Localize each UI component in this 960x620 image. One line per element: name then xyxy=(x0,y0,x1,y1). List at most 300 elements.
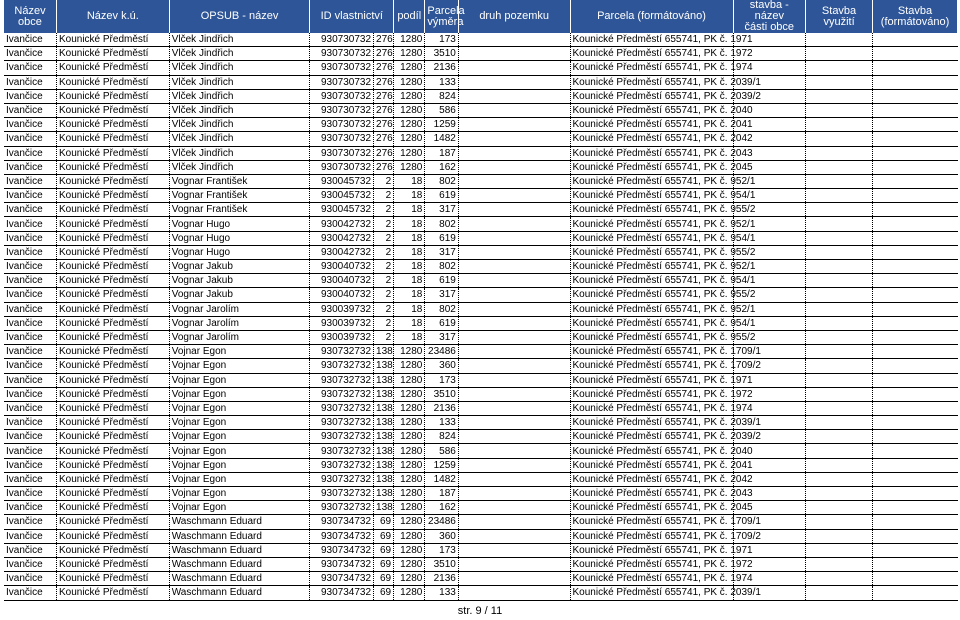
cell-parcela: Kounické Předměstí 655741, PK č. 2039/1 xyxy=(570,586,733,600)
cell-podil-cast: 138 xyxy=(374,416,394,430)
cell-ku: Kounické Předměstí xyxy=(56,487,169,501)
cell-obec: Ivančice xyxy=(4,274,56,288)
cell-obec: Ivančice xyxy=(4,430,56,444)
header-row xyxy=(4,0,958,33)
cell-podil-cast: 138 xyxy=(374,359,394,373)
cell-ku: Kounické Předměstí xyxy=(56,458,169,472)
cell-podil-cast: 2 xyxy=(374,288,394,302)
cell-obec: Ivančice xyxy=(4,103,56,117)
cell-druh xyxy=(458,572,570,586)
cell-opsub: Vlček Jindřich xyxy=(169,132,310,146)
cell-parcela: Kounické Předměstí 655741, PK č. 1709/1 xyxy=(570,515,733,529)
cell-podil: 1280 xyxy=(394,430,425,444)
cell-opsub: Vlček Jindřich xyxy=(169,61,310,75)
data-table xyxy=(4,0,958,601)
cell-id-vlastnictvi: 930039732 xyxy=(310,316,374,330)
cell-vymera: 802 xyxy=(425,174,458,188)
cell-vymera: 133 xyxy=(425,586,458,600)
cell-stavba-vyuziti xyxy=(806,487,873,501)
cell-podil: 1280 xyxy=(394,75,425,89)
cell-stavba-format xyxy=(873,75,958,89)
cell-opsub: Waschmann Eduard xyxy=(169,586,310,600)
cell-stavba-format xyxy=(873,487,958,501)
cell-druh xyxy=(458,501,570,515)
cell-druh xyxy=(458,103,570,117)
cell-id-vlastnictvi: 930732732 xyxy=(310,416,374,430)
cell-id-vlastnictvi: 930732732 xyxy=(310,359,374,373)
cell-parcela: Kounické Předměstí 655741, PK č. 1974 xyxy=(570,401,733,415)
cell-podil-cast: 69 xyxy=(374,529,394,543)
cell-vymera: 173 xyxy=(425,373,458,387)
cell-podil: 18 xyxy=(394,203,425,217)
cell-id-vlastnictvi: 930040732 xyxy=(310,260,374,274)
cell-druh xyxy=(458,472,570,486)
cell-ku: Kounické Předměstí xyxy=(56,472,169,486)
cell-druh xyxy=(458,430,570,444)
cell-obec: Ivančice xyxy=(4,345,56,359)
cell-druh xyxy=(458,146,570,160)
cell-druh xyxy=(458,174,570,188)
header-text: výměra xyxy=(427,15,464,28)
cell-parcela: Kounické Předměstí 655741, PK č. 955/2 xyxy=(570,245,733,259)
cell-obec: Ivančice xyxy=(4,330,56,344)
cell-podil-cast: 138 xyxy=(374,401,394,415)
cell-stavba-format xyxy=(873,245,958,259)
cell-ku: Kounické Předměstí xyxy=(56,529,169,543)
cell-opsub: Vojnar Egon xyxy=(169,373,310,387)
cell-druh xyxy=(458,401,570,415)
cell-parcela: Kounické Předměstí 655741, PK č. 954/1 xyxy=(570,231,733,245)
cell-podil: 18 xyxy=(394,217,425,231)
cell-stavba-format xyxy=(873,572,958,586)
col-header-parcela xyxy=(570,0,733,33)
cell-podil: 1280 xyxy=(394,557,425,571)
cell-stavba-vyuziti xyxy=(806,245,873,259)
cell-stavba-vyuziti xyxy=(806,572,873,586)
cell-ku: Kounické Předměstí xyxy=(56,387,169,401)
cell-druh xyxy=(458,359,570,373)
cell-ku: Kounické Předměstí xyxy=(56,501,169,515)
table-row xyxy=(4,274,958,288)
cell-podil-cast: 2 xyxy=(374,245,394,259)
cell-vymera: 1482 xyxy=(425,472,458,486)
cell-parcela: Kounické Předměstí 655741, PK č. 1974 xyxy=(570,572,733,586)
cell-id-vlastnictvi: 930040732 xyxy=(310,274,374,288)
cell-stavba-format xyxy=(873,515,958,529)
cell-vymera: 802 xyxy=(425,260,458,274)
cell-id-vlastnictvi: 930730732 xyxy=(310,89,374,103)
cell-id-vlastnictvi: 930732732 xyxy=(310,430,374,444)
cell-vymera: 2136 xyxy=(425,572,458,586)
cell-parcela: Kounické Předměstí 655741, PK č. 952/1 xyxy=(570,217,733,231)
cell-opsub: Vlček Jindřich xyxy=(169,89,310,103)
cell-parcela: Kounické Předměstí 655741, PK č. 1709/2 xyxy=(570,359,733,373)
cell-id-vlastnictvi: 930042732 xyxy=(310,231,374,245)
table-row xyxy=(4,472,958,486)
table-row xyxy=(4,203,958,217)
cell-stavba-vyuziti xyxy=(806,430,873,444)
cell-podil-cast: 69 xyxy=(374,543,394,557)
cell-opsub: Vognar Jarolím xyxy=(169,330,310,344)
cell-vymera: 824 xyxy=(425,430,458,444)
cell-ku: Kounické Předměstí xyxy=(56,345,169,359)
cell-parcela: Kounické Předměstí 655741, PK č. 954/1 xyxy=(570,274,733,288)
cell-druh xyxy=(458,288,570,302)
cell-id-vlastnictvi: 930730732 xyxy=(310,118,374,132)
table-row xyxy=(4,189,958,203)
cell-parcela: Kounické Předměstí 655741, PK č. 2041 xyxy=(570,458,733,472)
cell-id-vlastnictvi: 930732732 xyxy=(310,444,374,458)
cell-stavba-format xyxy=(873,387,958,401)
cell-obec: Ivančice xyxy=(4,288,56,302)
cell-vymera: 802 xyxy=(425,302,458,316)
cell-obec: Ivančice xyxy=(4,132,56,146)
cell-podil: 18 xyxy=(394,231,425,245)
cell-podil: 18 xyxy=(394,288,425,302)
table-row xyxy=(4,103,958,117)
cell-opsub: Waschmann Eduard xyxy=(169,557,310,571)
cell-parcela: Kounické Předměstí 655741, PK č. 952/1 xyxy=(570,174,733,188)
cell-druh xyxy=(458,118,570,132)
cell-ku: Kounické Předměstí xyxy=(56,586,169,600)
cell-stavba-vyuziti xyxy=(806,274,873,288)
cell-podil-cast: 2 xyxy=(374,302,394,316)
cell-stavba-vyuziti xyxy=(806,387,873,401)
header-text: Parcela (formátováno) xyxy=(597,10,706,22)
cell-obec: Ivančice xyxy=(4,472,56,486)
cell-opsub: Vlček Jindřich xyxy=(169,103,310,117)
table-row xyxy=(4,557,958,571)
cell-stavba-format xyxy=(873,118,958,132)
col-header-stavba-vyuziti xyxy=(806,0,873,33)
col-header-vymera xyxy=(425,0,465,33)
cell-stavba-vyuziti xyxy=(806,515,873,529)
cell-ku: Kounické Předměstí xyxy=(56,47,169,61)
cell-podil: 18 xyxy=(394,316,425,330)
cell-ku: Kounické Předměstí xyxy=(56,373,169,387)
cell-id-vlastnictvi: 930732732 xyxy=(310,472,374,486)
cell-druh xyxy=(458,47,570,61)
table-row xyxy=(4,572,958,586)
cell-id-vlastnictvi: 930039732 xyxy=(310,302,374,316)
cell-druh xyxy=(458,416,570,430)
cell-stavba-format xyxy=(873,231,958,245)
table-row xyxy=(4,146,958,160)
cell-ku: Kounické Předměstí xyxy=(56,316,169,330)
cell-stavba-vyuziti xyxy=(806,330,873,344)
cell-ku: Kounické Předměstí xyxy=(56,401,169,415)
cell-podil: 18 xyxy=(394,260,425,274)
cell-parcela: Kounické Předměstí 655741, PK č. 2045 xyxy=(570,501,733,515)
cell-opsub: Vlček Jindřich xyxy=(169,146,310,160)
table-row xyxy=(4,33,958,47)
col-header-podil xyxy=(394,0,425,33)
cell-opsub: Vojnar Egon xyxy=(169,458,310,472)
table-row xyxy=(4,132,958,146)
cell-obec: Ivančice xyxy=(4,557,56,571)
cell-stavba-format xyxy=(873,160,958,174)
cell-druh xyxy=(458,245,570,259)
cell-podil-cast: 2 xyxy=(374,260,394,274)
cell-id-vlastnictvi: 930730732 xyxy=(310,61,374,75)
cell-id-vlastnictvi: 930734732 xyxy=(310,543,374,557)
header-text: OPSUB - název xyxy=(200,10,279,22)
col-header-id-vlastnictvi xyxy=(310,0,394,33)
cell-vymera: 173 xyxy=(425,543,458,557)
cell-podil-cast: 2 xyxy=(374,316,394,330)
col-header-stavba-format xyxy=(873,0,958,33)
cell-podil-cast: 276 xyxy=(374,33,394,47)
cell-obec: Ivančice xyxy=(4,118,56,132)
table-row xyxy=(4,345,958,359)
cell-vymera: 317 xyxy=(425,330,458,344)
cell-obec: Ivančice xyxy=(4,189,56,203)
cell-opsub: Vognar Jarolím xyxy=(169,302,310,316)
cell-ku: Kounické Předměstí xyxy=(56,203,169,217)
cell-druh xyxy=(458,189,570,203)
cell-podil: 1280 xyxy=(394,146,425,160)
cell-druh xyxy=(458,274,570,288)
cell-id-vlastnictvi: 930732732 xyxy=(310,458,374,472)
header-text: využití xyxy=(823,15,855,28)
cell-parcela: Kounické Předměstí 655741, PK č. 2039/2 xyxy=(570,430,733,444)
cell-parcela: Kounické Předměstí 655741, PK č. 2040 xyxy=(570,103,733,117)
cell-ku: Kounické Předměstí xyxy=(56,515,169,529)
cell-id-vlastnictvi: 930730732 xyxy=(310,75,374,89)
cell-id-vlastnictvi: 930734732 xyxy=(310,572,374,586)
cell-stavba-vyuziti xyxy=(806,61,873,75)
cell-stavba-vyuziti xyxy=(806,47,873,61)
cell-opsub: Vognar František xyxy=(169,189,310,203)
cell-parcela: Kounické Předměstí 655741, PK č. 952/1 xyxy=(570,260,733,274)
cell-id-vlastnictvi: 930732732 xyxy=(310,401,374,415)
cell-vymera: 619 xyxy=(425,274,458,288)
header-text: Název xyxy=(14,4,46,17)
cell-parcela: Kounické Předměstí 655741, PK č. 2039/1 xyxy=(570,75,733,89)
cell-opsub: Vognar František xyxy=(169,203,310,217)
cell-vymera: 360 xyxy=(425,359,458,373)
cell-stavba-vyuziti xyxy=(806,89,873,103)
cell-opsub: Vlček Jindřich xyxy=(169,47,310,61)
cell-parcela: Kounické Předměstí 655741, PK č. 2039/1 xyxy=(570,416,733,430)
cell-id-vlastnictvi: 930730732 xyxy=(310,103,374,117)
header-text: druh pozemku xyxy=(479,10,550,22)
cell-vymera: 619 xyxy=(425,316,458,330)
cell-opsub: Vlček Jindřich xyxy=(169,75,310,89)
cell-stavba-vyuziti xyxy=(806,359,873,373)
cell-podil: 18 xyxy=(394,174,425,188)
col-header-opsub xyxy=(169,0,310,33)
cell-podil: 1280 xyxy=(394,61,425,75)
cell-id-vlastnictvi: 930039732 xyxy=(310,330,374,344)
cell-stavba-vyuziti xyxy=(806,543,873,557)
cell-stavba-vyuziti xyxy=(806,118,873,132)
cell-vymera: 619 xyxy=(425,189,458,203)
cell-opsub: Vojnar Egon xyxy=(169,444,310,458)
cell-opsub: Vognar Hugo xyxy=(169,231,310,245)
cell-ku: Kounické Předměstí xyxy=(56,160,169,174)
cell-stavba-vyuziti xyxy=(806,103,873,117)
cell-stavba-vyuziti xyxy=(806,146,873,160)
cell-podil: 1280 xyxy=(394,501,425,515)
table-row xyxy=(4,416,958,430)
table-row xyxy=(4,529,958,543)
cell-stavba-vyuziti xyxy=(806,75,873,89)
cell-podil-cast: 276 xyxy=(374,132,394,146)
cell-parcela: Kounické Předměstí 655741, PK č. 954/1 xyxy=(570,189,733,203)
cell-parcela: Kounické Předměstí 655741, PK č. 2039/2 xyxy=(570,89,733,103)
cell-druh xyxy=(458,586,570,600)
cell-podil: 1280 xyxy=(394,586,425,600)
cell-podil: 18 xyxy=(394,245,425,259)
cell-stavba-format xyxy=(873,302,958,316)
cell-obec: Ivančice xyxy=(4,543,56,557)
cell-podil-cast: 138 xyxy=(374,345,394,359)
cell-druh xyxy=(458,458,570,472)
cell-vymera: 3510 xyxy=(425,47,458,61)
cell-ku: Kounické Předměstí xyxy=(56,75,169,89)
cell-parcela: Kounické Předměstí 655741, PK č. 1972 xyxy=(570,557,733,571)
cell-podil: 1280 xyxy=(394,373,425,387)
cell-vymera: 2136 xyxy=(425,401,458,415)
cell-druh xyxy=(458,231,570,245)
cell-podil: 1280 xyxy=(394,359,425,373)
cell-podil: 1280 xyxy=(394,387,425,401)
cell-podil-cast: 69 xyxy=(374,572,394,586)
cell-stavba-vyuziti xyxy=(806,401,873,415)
cell-druh xyxy=(458,345,570,359)
table-row xyxy=(4,174,958,188)
cell-obec: Ivančice xyxy=(4,245,56,259)
cell-id-vlastnictvi: 930730732 xyxy=(310,160,374,174)
header-text: (formátováno) xyxy=(880,15,950,28)
cell-podil: 1280 xyxy=(394,345,425,359)
cell-id-vlastnictvi: 930045732 xyxy=(310,189,374,203)
cell-podil-cast: 2 xyxy=(374,231,394,245)
cell-stavba-vyuziti xyxy=(806,373,873,387)
cell-opsub: Vojnar Egon xyxy=(169,501,310,515)
cell-obec: Ivančice xyxy=(4,458,56,472)
cell-vymera: 162 xyxy=(425,501,458,515)
table-row xyxy=(4,543,958,557)
cell-id-vlastnictvi: 930042732 xyxy=(310,217,374,231)
cell-id-vlastnictvi: 930734732 xyxy=(310,557,374,571)
cell-id-vlastnictvi: 930732732 xyxy=(310,345,374,359)
cell-vymera: 619 xyxy=(425,231,458,245)
cell-id-vlastnictvi: 930734732 xyxy=(310,586,374,600)
cell-podil-cast: 69 xyxy=(374,515,394,529)
cell-ku: Kounické Předměstí xyxy=(56,33,169,47)
cell-vymera: 317 xyxy=(425,203,458,217)
cell-podil-cast: 138 xyxy=(374,444,394,458)
col-header-stavba-nazev xyxy=(733,0,806,33)
cell-podil: 18 xyxy=(394,330,425,344)
cell-id-vlastnictvi: 930730732 xyxy=(310,146,374,160)
cell-podil: 1280 xyxy=(394,515,425,529)
table-row xyxy=(4,401,958,415)
cell-ku: Kounické Předměstí xyxy=(56,274,169,288)
cell-vymera: 586 xyxy=(425,103,458,117)
table-row xyxy=(4,245,958,259)
table-row xyxy=(4,47,958,61)
cell-stavba-format xyxy=(873,359,958,373)
cell-obec: Ivančice xyxy=(4,373,56,387)
cell-podil-cast: 2 xyxy=(374,274,394,288)
cell-obec: Ivančice xyxy=(4,586,56,600)
cell-obec: Ivančice xyxy=(4,572,56,586)
cell-vymera: 2136 xyxy=(425,61,458,75)
table-row xyxy=(4,515,958,529)
cell-opsub: Vojnar Egon xyxy=(169,487,310,501)
cell-stavba-format xyxy=(873,132,958,146)
cell-stavba-vyuziti xyxy=(806,501,873,515)
cell-stavba-format xyxy=(873,217,958,231)
cell-druh xyxy=(458,543,570,557)
cell-stavba-format xyxy=(873,47,958,61)
header-text: Stavba xyxy=(821,4,857,17)
table-row xyxy=(4,89,958,103)
header-text: Název k.ú. xyxy=(86,10,139,22)
cell-parcela: Kounické Předměstí 655741, PK č. 2043 xyxy=(570,487,733,501)
cell-parcela: Kounické Předměstí 655741, PK č. 954/1 xyxy=(570,316,733,330)
cell-obec: Ivančice xyxy=(4,160,56,174)
cell-podil-cast: 2 xyxy=(374,203,394,217)
cell-stavba-format xyxy=(873,89,958,103)
cell-vymera: 3510 xyxy=(425,557,458,571)
cell-podil-cast: 276 xyxy=(374,103,394,117)
cell-obec: Ivančice xyxy=(4,316,56,330)
cell-obec: Ivančice xyxy=(4,217,56,231)
cell-opsub: Vojnar Egon xyxy=(169,416,310,430)
table-row xyxy=(4,373,958,387)
cell-ku: Kounické Předměstí xyxy=(56,118,169,132)
cell-podil: 1280 xyxy=(394,47,425,61)
cell-ku: Kounické Předměstí xyxy=(56,359,169,373)
cell-stavba-format xyxy=(873,543,958,557)
cell-druh xyxy=(458,132,570,146)
cell-stavba-format xyxy=(873,557,958,571)
cell-podil: 1280 xyxy=(394,444,425,458)
cell-parcela: Kounické Předměstí 655741, PK č. 2045 xyxy=(570,160,733,174)
cell-opsub: Vognar Jakub xyxy=(169,260,310,274)
cell-stavba-vyuziti xyxy=(806,302,873,316)
cell-stavba-format xyxy=(873,260,958,274)
cell-ku: Kounické Předměstí xyxy=(56,245,169,259)
cell-obec: Ivančice xyxy=(4,401,56,415)
cell-parcela: Kounické Předměstí 655741, PK č. 1972 xyxy=(570,47,733,61)
cell-druh xyxy=(458,316,570,330)
cell-stavba-format xyxy=(873,401,958,415)
cell-id-vlastnictvi: 930730732 xyxy=(310,33,374,47)
table-row xyxy=(4,160,958,174)
cell-druh xyxy=(458,515,570,529)
cell-stavba-format xyxy=(873,345,958,359)
cell-stavba-format xyxy=(873,274,958,288)
page-number: str. 9 / 11 xyxy=(457,605,503,617)
cell-stavba-vyuziti xyxy=(806,189,873,203)
cell-podil: 1280 xyxy=(394,103,425,117)
cell-obec: Ivančice xyxy=(4,387,56,401)
header-text: Stavba xyxy=(897,4,933,17)
cell-ku: Kounické Předměstí xyxy=(56,302,169,316)
cell-obec: Ivančice xyxy=(4,359,56,373)
cell-id-vlastnictvi: 930040732 xyxy=(310,288,374,302)
cell-stavba-format xyxy=(873,174,958,188)
cell-podil: 1280 xyxy=(394,416,425,430)
cell-podil-cast: 276 xyxy=(374,160,394,174)
cell-podil-cast: 276 xyxy=(374,118,394,132)
cell-stavba-vyuziti xyxy=(806,444,873,458)
